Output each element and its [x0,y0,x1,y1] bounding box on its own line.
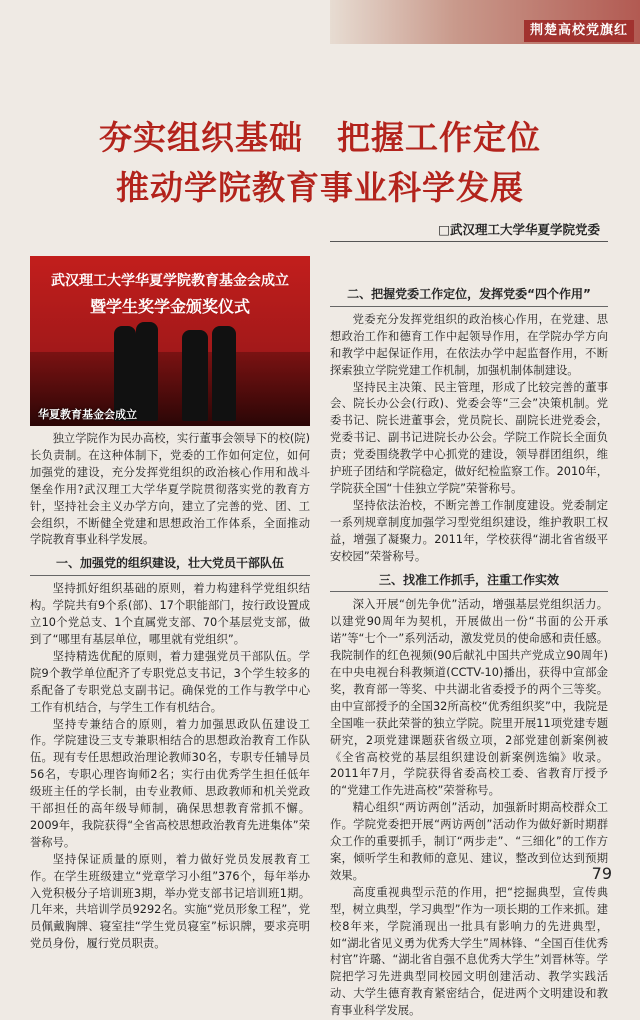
title-line-2: 推动学院教育事业科学发展 [116,168,524,207]
photo-person [136,322,158,421]
page-number: 79 [591,864,612,883]
paragraph: 坚持保证质量的原则，着力做好党员发展教育工作。在学生班级建立“党章学习小组”376个，每年举办入党积极分子培训班3期，举办党支部书记培训班1期。几年来，共培训学员9292名。实施“党员形象工程”，党员佩戴胸牌、寝室挂“学生党员寝室”标识牌，要求亮明党员身份，履行党员职责。 [30,852,310,951]
section-heading-2-text: 二、把握党委工作定位，发挥党委“四个作用” [347,287,591,301]
section-heading-3 [330,572,608,593]
photo-person [182,330,208,421]
right-column [330,286,608,1020]
paragraph: 坚持精选优配的原则，着力建强党员干部队伍。学院9个教学单位配齐了专职党总支书记，3个学生较多的系配备了专职党总支副书记。确保党的工作与教学中心工作有机结合，与学生工作有机结合。 [30,649,310,714]
photo-banner-line-2: 暨学生奖学金颁奖仪式 [89,297,250,316]
paragraph: 精心组织“两访两创”活动，加强新时期高校群众工作。学院党委把开展“两访两创”活动作为做好新时期群众工作的重要抓手，制订“两步走”、“三细化”的工作方案，倾听学生和教师的意见、建议，整改到位达到预期效果。 [330,801,608,882]
column-label: 荆楚高校党旗红 [524,20,634,42]
section-heading-3-text: 三、找准工作抓手，注重工作实效 [378,572,559,587]
paragraph: 高度重视典型示范的作用，把“挖掘典型，宣传典型，树立典型，学习典型”作为一项长期的工作来抓。建校8年来，学院涌现出一批具有影响力的先进典型，如“湖北省见义勇为优秀大学生”周林锋、“全国百佳优秀村官”许璐、“湖北省自强不息优秀大学生”刘晋林等。学院把学习先进典型同校园文明创建活动、教学实践活动、大学生德育教育紧密结合，促进两个文明建设和教育事业科学发展。 [330,885,608,1018]
header-band [330,0,640,44]
section-rule [330,591,608,592]
section-rule [30,575,310,576]
intro-paragraph: 独立学院作为民办高校，实行董事会领导下的校(院)长负责制。在这种体制下，党委的工作如何定位，如何加强党的建设，充分发挥党组织的政治核心作用和战斗堡垒作用?武汉理工大学华夏学院贯彻落实党的教育方针，坚持社会主义办学方向，建立了完善的党、团、工会组织，不断健全党建和思想政治工作体系，全面推动学院教育事业科学发展。 [30,432,310,547]
byline: □武汉理工大学华夏学院党委 [438,222,600,237]
paragraph: 坚持抓好组织基础的原则，着力构建科学党组织结构。学院共有9个系(部)、17个职能部门，按行政设置成立10个党总支、1个直属党支部、70个基层党支部，做到了“哪里有基层单位，哪里就有党组织”。 [30,582,310,646]
paragraph: 深入开展“创先争优”活动，增强基层党组织活力。以建党90周年为契机，开展做出一份“书面的公开承诺”等“七个一”系列活动，激发党员的使命感和责任感。我院制作的红色视频(90后献礼中国共产党成立90周年)在中央电视台科教频道(CCTV-10)播出，获得中宣部金奖，教育部一等奖、中共湖北省委授予的两个三等奖。由中宣部授予的全国32所高校“优秀组织奖”中，我院是全国唯一获此荣誉的独立学院。院里开展11项党建专题研究，2项党建课题获省级立项，2部党建创新案例被《全省高校党的基层组织建设创新案例选编》收录。2011年7月，学院获得省委高校工委、省教育厅授予的“党建工作先进高校”荣誉称号。 [330,598,608,798]
section-heading-1-text: 一、加强党的组织建设，壮大党员干部队伍 [55,556,284,571]
left-column [30,431,310,953]
paragraph: 党委充分发挥党组织的政治核心作用，在党建、思想政治工作和德育工作中起领导作用，在学院办学方向和教学中起保证作用，在依法办学中起监督作用，不断探索独立学院党建工作机制，加强机制体制建设。 [330,312,608,377]
photo-banner-line-1: 武汉理工大学华夏学院教育基金会成立 [51,273,289,289]
photo-person [212,326,236,421]
section-heading-1 [30,555,310,576]
paragraph: 坚持专兼结合的原则，着力加强思政队伍建设工作。学院建设三支专兼职相结合的思想政治教育工作队伍。现有专任思想政治理论教师30名，专职专任辅导员56名，专职心理咨询师2名；实行由优秀学生担任低年级班主任的学长制，由专业教师、思政教师和机关党政干部担任的高年级导师制，确保思想教育常抓不懈。2009年，我院获得“全省高校思想政治教育先进集体”荣誉称号。 [30,717,310,849]
paragraph: 坚持民主决策、民主管理，形成了比较完善的董事会、院长办公会(行政)、党委会等“三会”决策机制。党委书记、院长进董事会，党员院长、副院长进党委会，党委书记、副书记进院长办公会。学院工作院长全面负责；党委围绕教学中心抓党的建设，领导群团组织，维护班子团结和学院稳定，做好纪检监察工作。2010年，学院获全国“十佳独立学院”荣誉称号。 [330,380,608,495]
ceremony-photo [30,256,310,426]
title-line-1: 夯实组织基础 把握工作定位 [99,118,541,157]
paragraph: 坚持依法治校，不断完善工作制度建设。党委制定一系列规章制度加强学习型党组织建设，维护教职工权益，增强了凝聚力。2011年，学校获得“湖北省省级平安校园”荣誉称号。 [330,498,608,563]
photo-caption: 华夏教育基金会成立 [38,408,137,421]
section-heading-2 [330,286,608,307]
section-rule [330,306,608,307]
byline-rule [330,241,608,242]
